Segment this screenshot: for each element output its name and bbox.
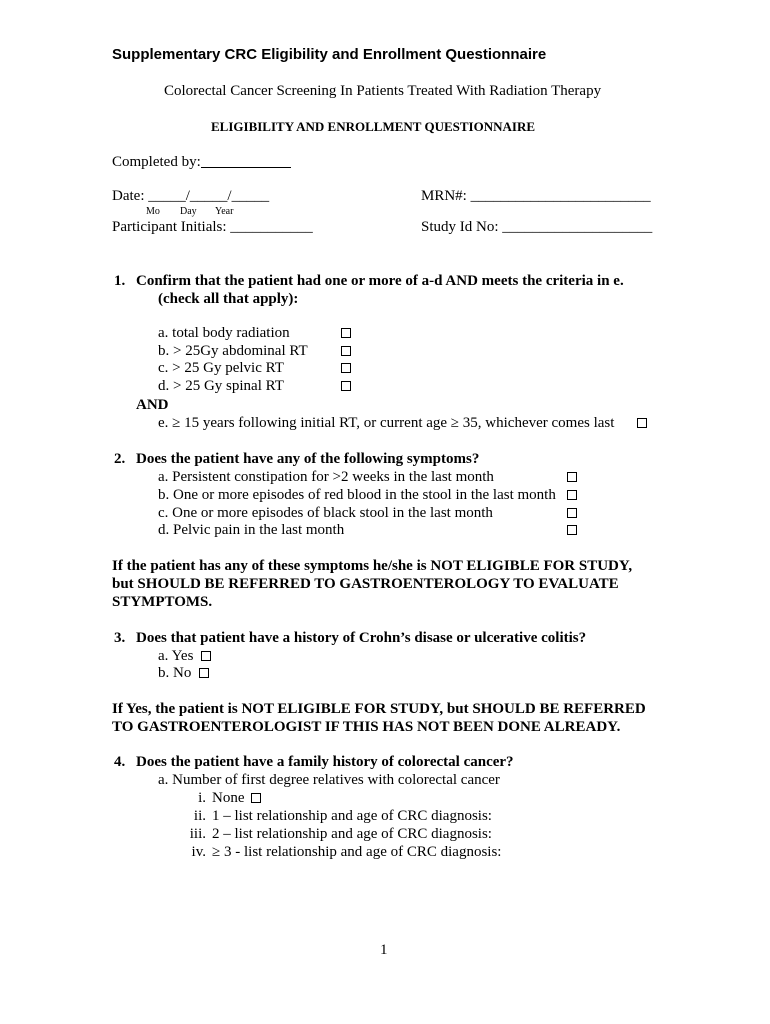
q4-item-i-label: None [212, 790, 245, 806]
q4-number: 4. [114, 754, 126, 770]
participant-initials-field[interactable]: Participant Initials: ___________ [112, 219, 313, 235]
q3-option-yes-label: a. Yes [158, 648, 194, 664]
q4-question: Does the patient have a family history of colorectal cancer? [136, 754, 514, 770]
q1-question-line2: (check all that apply): [158, 291, 299, 307]
mrn-field[interactable]: MRN#: ________________________ [421, 188, 651, 204]
q3-option-no-label: b. No [158, 665, 192, 681]
completed-by-line [201, 153, 291, 168]
q1-option-d: d. > 25 Gy spinal RT [158, 378, 284, 394]
q4-item-i-num: i. [198, 790, 206, 806]
q2-option-c-checkbox[interactable] [567, 508, 577, 518]
date-field[interactable]: Date: _____/_____/_____ [112, 188, 270, 204]
q2-option-a-checkbox[interactable] [567, 472, 577, 482]
q2-note-line1: If the patient has any of these symptoms he/she is NOT ELIGIBLE FOR STUDY, [112, 558, 633, 574]
q3-option-yes-checkbox[interactable] [201, 651, 211, 661]
q1-and-label: AND [136, 397, 169, 413]
completed-by-field[interactable] [112, 153, 291, 171]
q4-item-i [212, 790, 261, 807]
q1-option-c: c. > 25 Gy pelvic RT [158, 360, 284, 376]
q1-option-a-checkbox[interactable] [341, 328, 351, 338]
q1-option-b: b. > 25Gy abdominal RT [158, 343, 308, 359]
q1-question-line1: Confirm that the patient had one or more of a-d AND meets the criteria in e. [136, 273, 624, 289]
q2-question: Does the patient have any of the following symptoms? [136, 451, 480, 467]
q2-option-a: a. Persistent constipation for >2 weeks in the last month [158, 469, 494, 485]
q2-option-b-checkbox[interactable] [567, 490, 577, 500]
document-title: Supplementary CRC Eligibility and Enrollment Questionnaire [112, 46, 547, 63]
q2-number: 2. [114, 451, 126, 467]
q1-number: 1. [114, 273, 126, 289]
date-day-label: Day [180, 206, 197, 217]
q3-number: 3. [114, 630, 126, 646]
q1-option-c-checkbox[interactable] [341, 363, 351, 373]
q3-note-line2: TO GASTROENTEROLOGIST IF THIS HAS NOT BEEN DONE ALREADY. [112, 719, 621, 735]
page-number: 1 [380, 942, 388, 958]
q2-note-line3: STYMPTOMS. [112, 594, 213, 610]
q4-sub-a: a. Number of first degree relatives with colorectal cancer [158, 772, 500, 788]
q3-question: Does that patient have a history of Crohn’s disase or ulcerative colitis? [136, 630, 587, 646]
q4-item-ii-num: ii. [193, 808, 206, 824]
q2-option-d-checkbox[interactable] [567, 525, 577, 535]
q3-option-no [158, 665, 209, 682]
q1-option-e: e. ≥ 15 years following initial RT, or current age ≥ 35, whichever comes last [158, 415, 615, 431]
q3-note-line1: If Yes, the patient is NOT ELIGIBLE FOR STUDY, but SHOULD BE REFERRED [112, 701, 646, 717]
q1-option-b-checkbox[interactable] [341, 346, 351, 356]
document-subtitle: Colorectal Cancer Screening In Patients Treated With Radiation Therapy [164, 83, 602, 99]
completed-by-label: Completed by: [112, 154, 201, 170]
q3-option-no-checkbox[interactable] [199, 668, 209, 678]
q3-option-yes [158, 648, 211, 665]
date-mo-label: Mo [146, 206, 160, 217]
q2-option-b: b. One or more episodes of red blood in the stool in the last month [158, 487, 556, 503]
date-year-label: Year [215, 206, 234, 217]
q4-item-iv-num: iv. [191, 844, 206, 860]
q1-option-a: a. total body radiation [158, 325, 290, 341]
q4-item-iii: 2 – list relationship and age of CRC diagnosis: [212, 826, 492, 842]
q1-option-e-checkbox[interactable] [637, 418, 647, 428]
q2-note-line2: but SHOULD BE REFERRED TO GASTROENTEROLOGY TO EVALUATE [112, 576, 619, 592]
q4-item-iv: ≥ 3 - list relationship and age of CRC diagnosis: [212, 844, 502, 860]
q4-item-i-checkbox[interactable] [251, 793, 261, 803]
q2-option-d: d. Pelvic pain in the last month [158, 522, 345, 538]
q4-item-iii-num: iii. [189, 826, 206, 842]
section-title: ELIGIBILITY AND ENROLLMENT QUESTIONNAIRE [211, 119, 535, 134]
q2-option-c: c. One or more episodes of black stool in the last month [158, 505, 493, 521]
q4-item-ii: 1 – list relationship and age of CRC diagnosis: [212, 808, 492, 824]
study-id-field[interactable]: Study Id No: ____________________ [421, 219, 653, 235]
q1-option-d-checkbox[interactable] [341, 381, 351, 391]
